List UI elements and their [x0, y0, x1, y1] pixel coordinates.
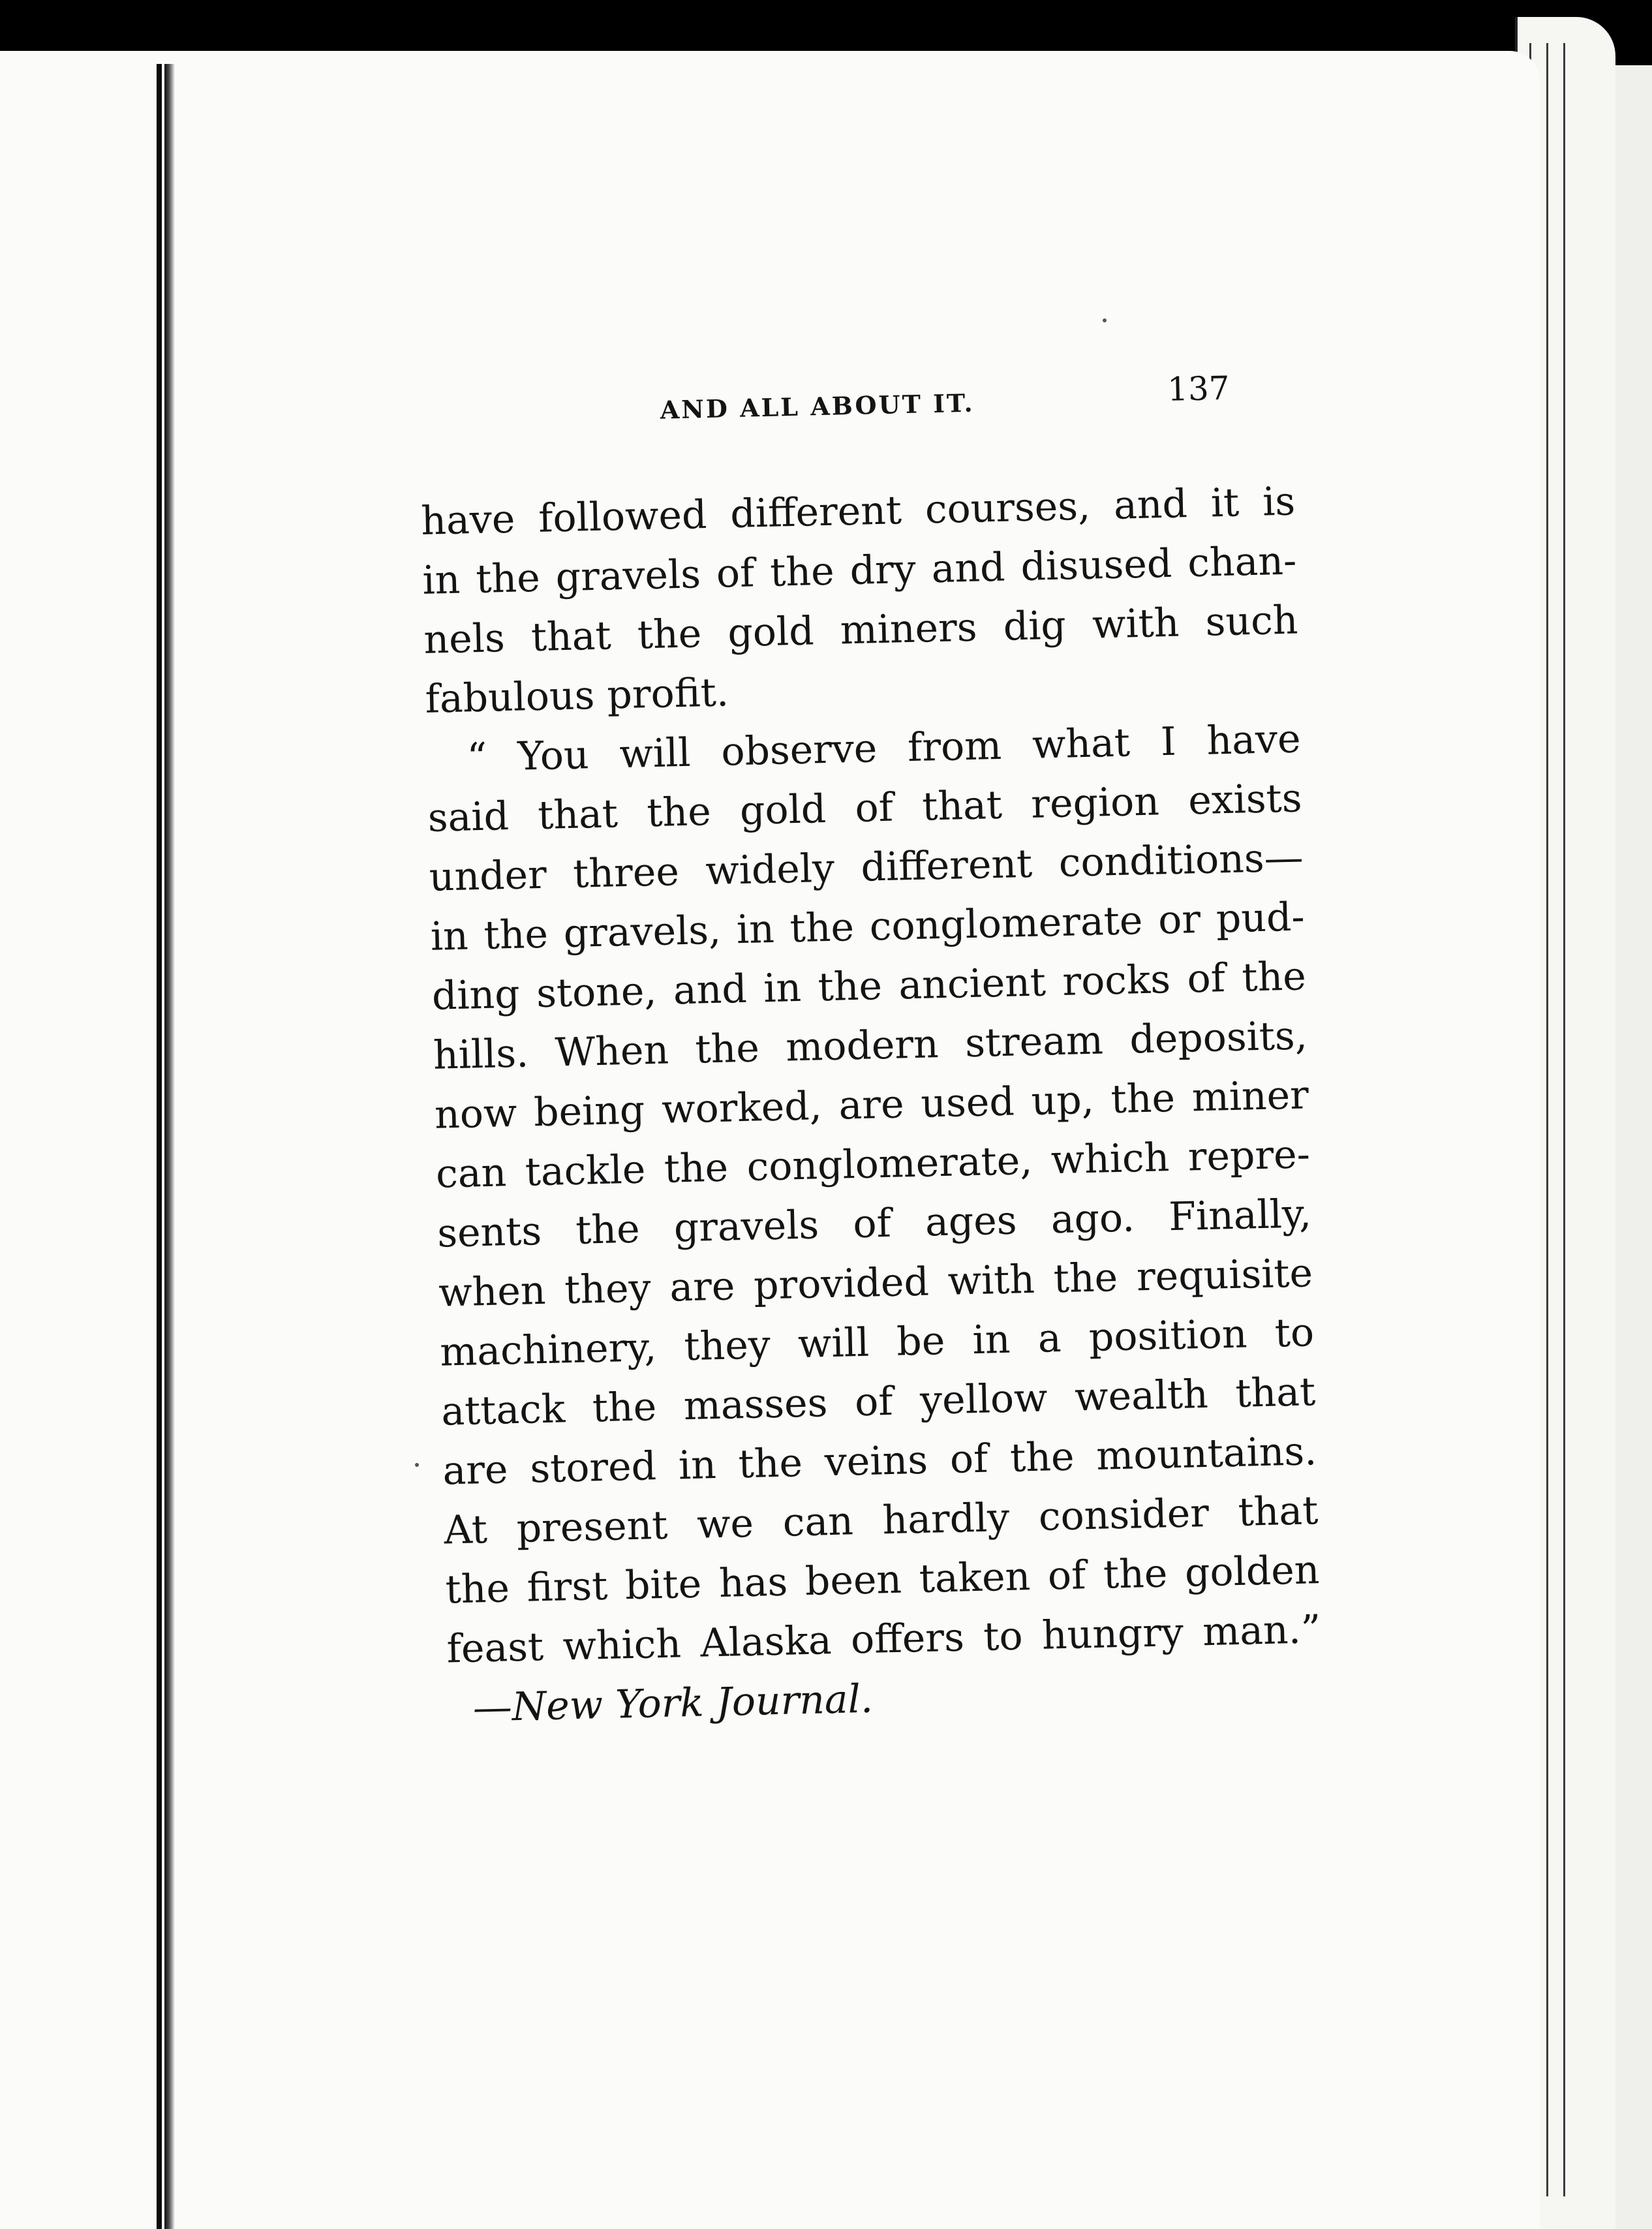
page-number: 137 — [1167, 369, 1231, 408]
text-line: “ You will observe from what I have — [466, 716, 1302, 781]
scan-speck — [415, 1463, 419, 1467]
gutter-shadow — [164, 64, 175, 2229]
text-line: machinery, they will be in a position to — [439, 1310, 1315, 1376]
scan-speck — [1103, 318, 1107, 322]
text-line: under three widely different conditions— — [429, 835, 1304, 900]
text-line: nels that the gold miners dig with such — [423, 597, 1299, 663]
text-line: have followed different courses, and it is — [420, 478, 1296, 544]
text-line: ding stone, and in the ancient rocks of the — [431, 953, 1307, 1019]
text-line: can tackle the conglomerate, which repre- — [435, 1131, 1311, 1197]
book-page — [0, 51, 1540, 2229]
text-line: hills. When the modern stream deposits, — [433, 1013, 1308, 1079]
text-line: sents the gravels of ages ago. Finally, — [436, 1191, 1312, 1257]
text-line: feast which Alaska offers to hungry man.” — [446, 1606, 1322, 1672]
binding-gutter — [157, 64, 162, 2229]
text-line: now being worked, are used up, the miner — [434, 1072, 1309, 1138]
text-line: in the gravels, in the conglomerate or pud- — [430, 894, 1306, 960]
page-edge-line — [1563, 43, 1565, 2196]
page-text-block — [418, 345, 1324, 1800]
body-text — [420, 472, 1323, 1739]
text-line: the first bite has been taken of the golden — [444, 1547, 1321, 1613]
text-line: attack the masses of yellow wealth that — [440, 1369, 1316, 1435]
text-line: At present we can hardly consider that — [443, 1488, 1319, 1554]
text-line: said that the gold of that region exists — [427, 775, 1303, 841]
page-edge-line — [1546, 43, 1548, 2196]
text-line: fabulous profit. — [424, 669, 729, 722]
text-line: are stored in the veins of the mountains. — [442, 1428, 1317, 1494]
running-head: AND ALL ABOUT IT. — [660, 388, 975, 425]
text-line: when they are provided with the requisite — [438, 1250, 1313, 1316]
attribution: —New York Journal. — [472, 1676, 874, 1731]
text-line: in the gravels of the dry and disused chan- — [421, 538, 1297, 604]
